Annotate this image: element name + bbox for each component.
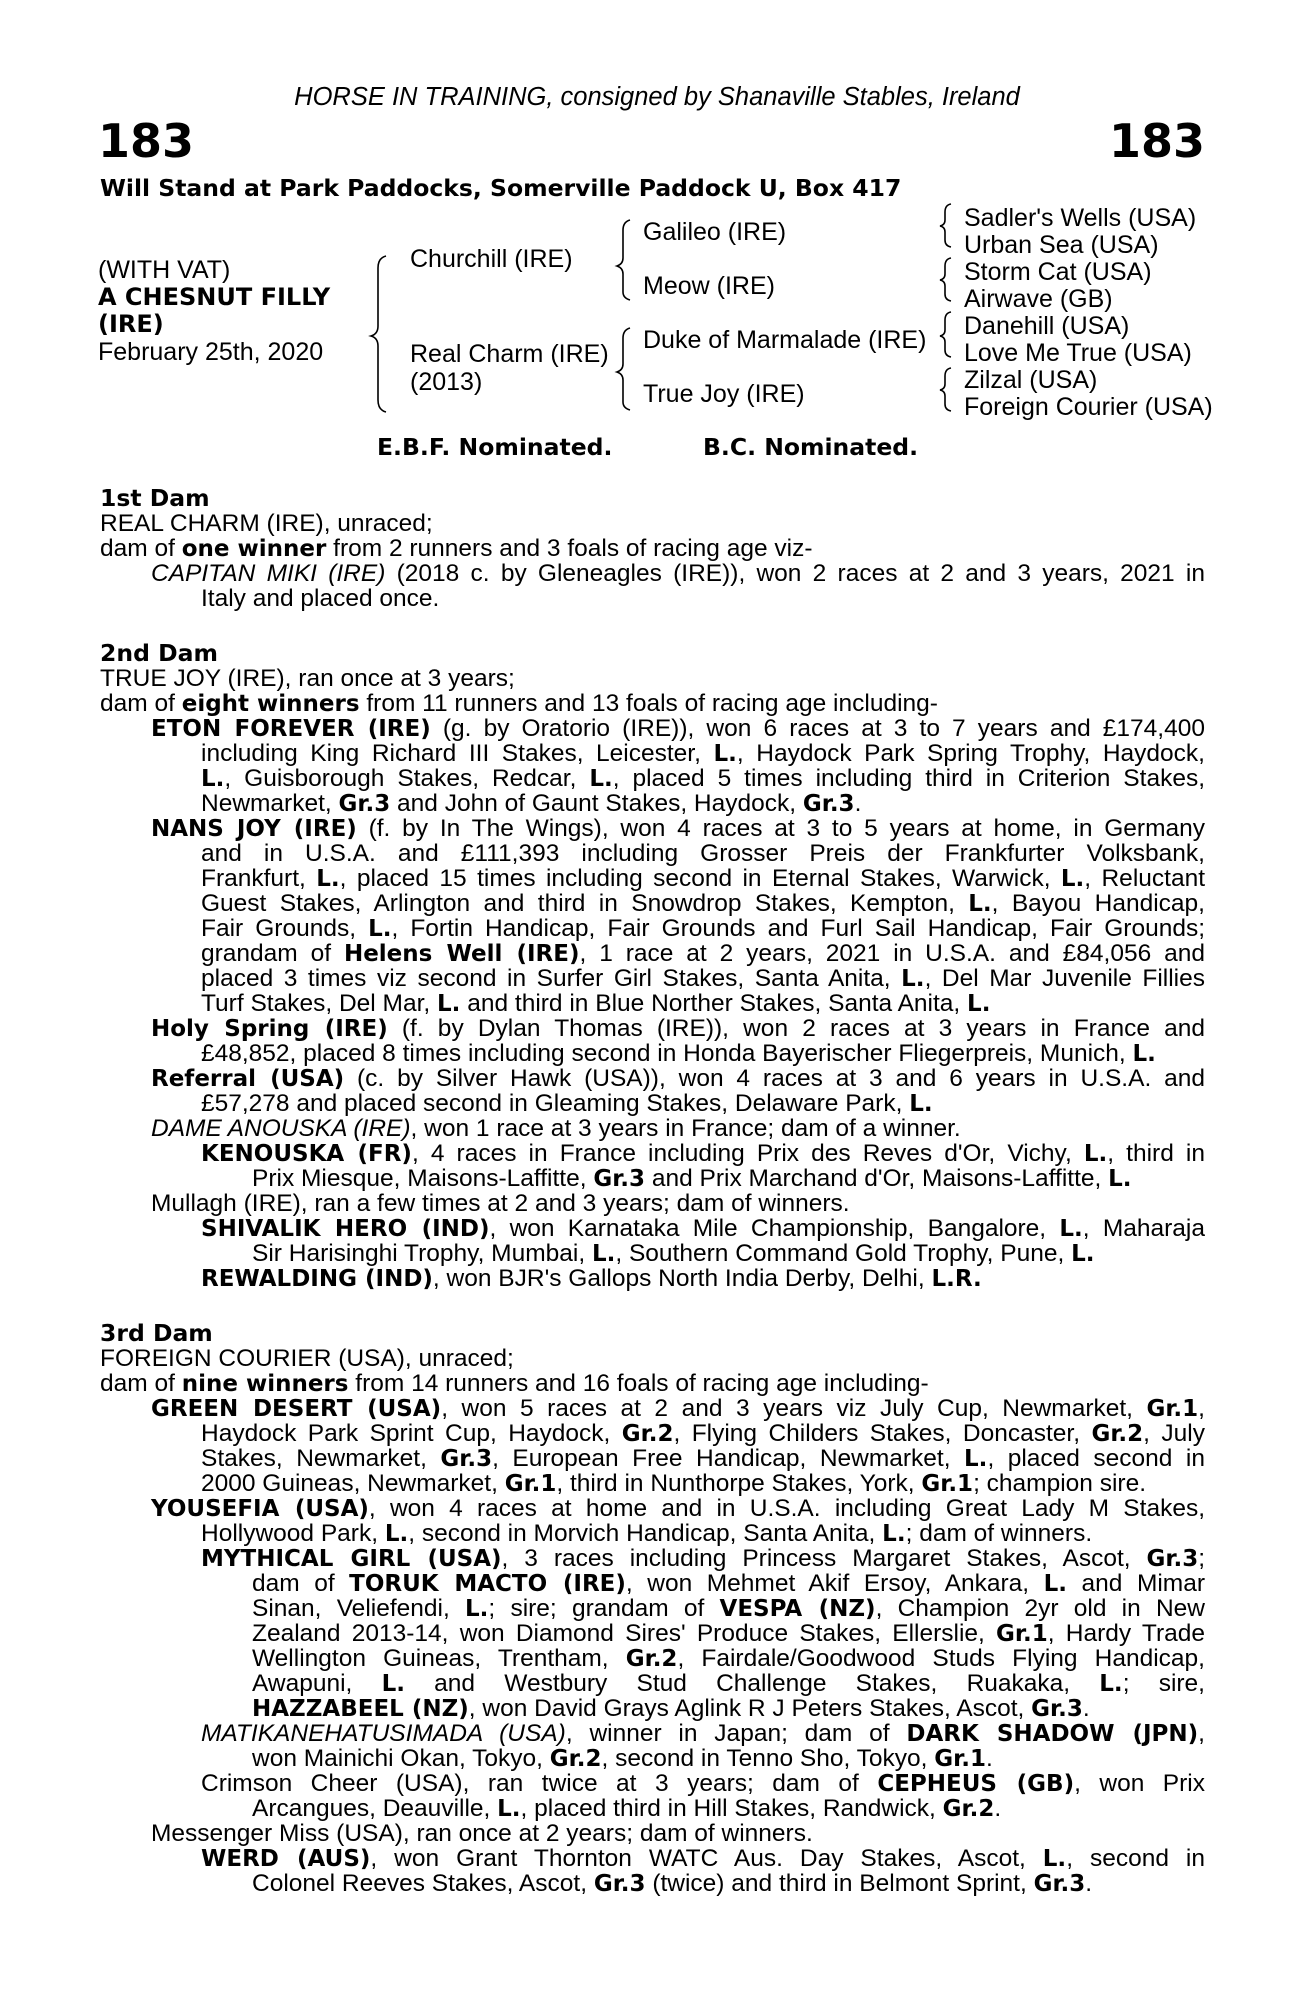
paragraph-line: and in U.S.A. and £111,393 including Grosser Preis der Frankfurter Volksbank, bbox=[201, 840, 1205, 867]
paragraph-line: CAPITAN MIKI (IRE) (2018 c. by Gleneagles (IRE)), won 2 races at 2 and 3 years, 2021 in bbox=[151, 560, 1205, 587]
ancestor-1: Sadler's Wells (USA) bbox=[964, 204, 1197, 232]
dam-sire: Duke of Marmalade (IRE) bbox=[643, 326, 927, 354]
horse-description: A CHESNUT FILLY bbox=[98, 283, 331, 311]
vat-note: (WITH VAT) bbox=[98, 256, 231, 284]
ancestor-5: Danehill (USA) bbox=[964, 312, 1130, 340]
paragraph-line: dam of one winner from 2 runners and 3 foals of racing age viz- bbox=[100, 535, 813, 562]
paragraph-line: Turf Stakes, Del Mar, L. and third in Blue Norther Stakes, Santa Anita, L. bbox=[201, 990, 991, 1017]
ancestor-4: Airwave (GB) bbox=[964, 285, 1113, 313]
paragraph-line: HAZZABEEL (NZ), won David Grays Aglink R J Peters Stakes, Ascot, Gr.3. bbox=[252, 1695, 1090, 1722]
paragraph-line: Colonel Reeves Stakes, Ascot, Gr.3 (twice) and third in Belmont Sprint, Gr.3. bbox=[252, 1870, 1093, 1897]
paragraph-line: YOUSEFIA (USA), won 4 races at home and in U.S.A. including Great Lady M Stakes, bbox=[151, 1495, 1205, 1522]
paragraph-line: Newmarket, Gr.3 and John of Gaunt Stakes, Haydock, Gr.3. bbox=[201, 790, 862, 817]
paragraph-line: including King Richard III Stakes, Leicester, L., Haydock Park Spring Trophy, Haydock, bbox=[201, 740, 1205, 767]
paragraph-line: L., Guisborough Stakes, Redcar, L., placed 5 times including third in Criterion Stakes, bbox=[201, 765, 1206, 792]
paragraph-line: WERD (AUS), won Grant Thornton WATC Aus. Day Stakes, Ascot, L., second in bbox=[201, 1845, 1205, 1872]
lot-number-right: 183 bbox=[1108, 114, 1205, 168]
paragraph-line: Awapuni, L. and Westbury Stud Challenge Stakes, Ruakaka, L.; sire, bbox=[252, 1670, 1205, 1697]
consignment-header: HORSE IN TRAINING, consigned by Shanaville Stables, Ireland bbox=[294, 83, 1020, 111]
ebf-nomination: E.B.F. Nominated. bbox=[377, 433, 613, 461]
ancestor-3: Storm Cat (USA) bbox=[964, 258, 1152, 286]
paragraph-line: Referral (USA) (c. by Silver Hawk (USA)), won 4 races at 3 and 6 years in U.S.A. and bbox=[151, 1065, 1205, 1092]
paragraph-line: REAL CHARM (IRE), unraced; bbox=[100, 510, 433, 537]
paragraph-line: grandam of Helens Well (IRE), 1 race at 2 years, 2021 in U.S.A. and £84,056 and bbox=[201, 940, 1205, 967]
ancestor-2: Urban Sea (USA) bbox=[964, 231, 1159, 259]
paragraph-line: Wellington Guineas, Trentham, Gr.2, Fairdale/Goodwood Studs Flying Handicap, bbox=[252, 1645, 1205, 1672]
paragraph-line: ETON FOREVER (IRE) (g. by Oratorio (IRE)), won 6 races at 3 to 7 years and £174,400 bbox=[151, 715, 1205, 742]
sire-sire: Galileo (IRE) bbox=[643, 218, 787, 246]
foaling-date: February 25th, 2020 bbox=[98, 338, 324, 366]
paragraph-line: Prix Miesque, Maisons-Laffitte, Gr.3 and Prix Marchand d'Or, Maisons-Laffitte, L. bbox=[252, 1165, 1132, 1192]
paragraph-line: KENOUSKA (FR), 4 races in France including Prix des Reves d'Or, Vichy, L., third in bbox=[201, 1140, 1205, 1167]
paragraph-line: Fair Grounds, L., Fortin Handicap, Fair Grounds and Furl Sail Handicap, Fair Grounds; bbox=[201, 915, 1205, 942]
paragraph-line: Sir Harisinghi Trophy, Mumbai, L., Southern Command Gold Trophy, Pune, L. bbox=[252, 1240, 1095, 1267]
paragraph-line: MYTHICAL GIRL (USA), 3 races including Princess Margaret Stakes, Ascot, Gr.3; bbox=[201, 1545, 1206, 1572]
paragraph-line: Holy Spring (IRE) (f. by Dylan Thomas (IRE)), won 2 races at 3 years in France and bbox=[151, 1015, 1205, 1042]
paragraph-line: Italy and placed once. bbox=[201, 585, 440, 612]
lot-number-left: 183 bbox=[98, 114, 195, 168]
dam-year: (2013) bbox=[410, 368, 483, 396]
paragraph-line: placed 3 times viz second in Surfer Girl Stakes, Santa Anita, L., Del Mar Juvenile Fillies bbox=[201, 965, 1205, 992]
paragraph-line: Haydock Park Sprint Cup, Haydock, Gr.2, Flying Childers Stakes, Doncaster, Gr.2, July bbox=[201, 1420, 1205, 1447]
section-first-dam: 1st Dam bbox=[100, 484, 210, 512]
dam: Real Charm (IRE) bbox=[410, 340, 609, 368]
paragraph-line: dam of nine winners from 14 runners and 16 foals of racing age including- bbox=[100, 1370, 929, 1397]
paragraph-line: Zealand 2013-14, won Diamond Sires' Produce Stakes, Ellerslie, Gr.1, Hardy Trade bbox=[252, 1620, 1205, 1647]
sire: Churchill (IRE) bbox=[410, 245, 573, 273]
paragraph-line: Stakes, Newmarket, Gr.3, European Free Handicap, Newmarket, L., placed second in bbox=[201, 1445, 1206, 1472]
paragraph-line: DAME ANOUSKA (IRE), won 1 race at 3 years in France; dam of a winner. bbox=[151, 1115, 961, 1142]
paragraph-line: GREEN DESERT (USA), won 5 races at 2 and 3 years viz July Cup, Newmarket, Gr.1, bbox=[151, 1395, 1205, 1422]
section-second-dam: 2nd Dam bbox=[100, 639, 218, 667]
paragraph-line: Messenger Miss (USA), ran once at 2 years; dam of winners. bbox=[151, 1820, 813, 1847]
paragraph-line: Guest Stakes, Arlington and third in Snowdrop Stakes, Kempton, L., Bayou Handicap, bbox=[201, 890, 1205, 917]
paragraph-line: Arcangues, Deauville, L., placed third in Hill Stakes, Randwick, Gr.2. bbox=[252, 1795, 1002, 1822]
paragraph-line: £57,278 and placed second in Gleaming Stakes, Delaware Park, L. bbox=[201, 1090, 933, 1117]
paragraph-line: 2000 Guineas, Newmarket, Gr.1, third in Nunthorpe Stakes, York, Gr.1; champion sire. bbox=[201, 1470, 1146, 1497]
paragraph-line: dam of TORUK MACTO (IRE), won Mehmet Akif Ersoy, Ankara, L. and Mimar bbox=[252, 1570, 1205, 1597]
paragraph-line: Hollywood Park, L., second in Morvich Handicap, Santa Anita, L.; dam of winners. bbox=[201, 1520, 1093, 1547]
paragraph-line: won Mainichi Okan, Tokyo, Gr.2, second in Tenno Sho, Tokyo, Gr.1. bbox=[252, 1745, 993, 1772]
paragraph-line: £48,852, placed 8 times including second in Honda Bayerischer Fliegerpreis, Munich, L. bbox=[201, 1040, 1156, 1067]
paragraph-line: dam of eight winners from 11 runners and 13 foals of racing age including- bbox=[100, 690, 938, 717]
paragraph-line: REWALDING (IND), won BJR's Gallops North India Derby, Delhi, L.R. bbox=[201, 1265, 982, 1292]
stand-location: Will Stand at Park Paddocks, Somerville Paddock U, Box 417 bbox=[100, 174, 902, 202]
paragraph-line: Mullagh (IRE), ran a few times at 2 and 3 years; dam of winners. bbox=[151, 1190, 850, 1217]
paragraph-line: Crimson Cheer (USA), ran twice at 3 years; dam of CEPHEUS (GB), won Prix bbox=[201, 1770, 1205, 1797]
ancestor-7: Zilzal (USA) bbox=[964, 366, 1098, 394]
paragraph-line: MATIKANEHATUSIMADA (USA), winner in Japan; dam of DARK SHADOW (JPN), bbox=[201, 1720, 1205, 1747]
ancestor-6: Love Me True (USA) bbox=[964, 339, 1192, 367]
horse-origin: (IRE) bbox=[98, 310, 164, 338]
paragraph-line: FOREIGN COURIER (USA), unraced; bbox=[100, 1345, 514, 1372]
section-third-dam: 3rd Dam bbox=[100, 1319, 213, 1347]
paragraph-line: SHIVALIK HERO (IND), won Karnataka Mile Championship, Bangalore, L., Maharaja bbox=[201, 1215, 1205, 1242]
sire-dam: Meow (IRE) bbox=[643, 272, 775, 300]
ancestor-8: Foreign Courier (USA) bbox=[964, 393, 1213, 421]
bc-nomination: B.C. Nominated. bbox=[703, 433, 919, 461]
paragraph-line: TRUE JOY (IRE), ran once at 3 years; bbox=[100, 665, 515, 692]
paragraph-line: Frankfurt, L., placed 15 times including second in Eternal Stakes, Warwick, L., Reluctant bbox=[201, 865, 1205, 892]
dam-dam: True Joy (IRE) bbox=[643, 380, 805, 408]
paragraph-line: Sinan, Veliefendi, L.; sire; grandam of VESPA (NZ), Champion 2yr old in New bbox=[252, 1595, 1205, 1622]
paragraph-line: NANS JOY (IRE) (f. by In The Wings), won 4 races at 3 to 5 years at home, in Germany bbox=[151, 815, 1205, 842]
